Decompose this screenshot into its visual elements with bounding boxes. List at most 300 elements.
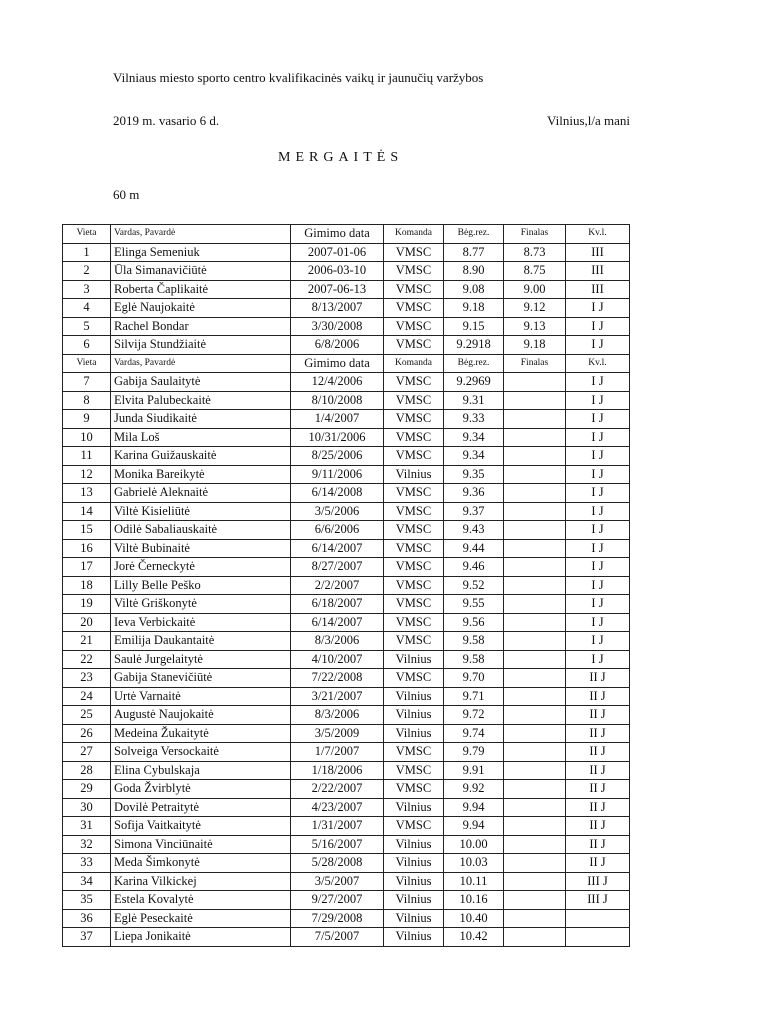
results-table [62,224,630,947]
place-cell: 26 [63,724,111,743]
result-cell: 9.18 [444,299,504,318]
table-row [63,872,630,891]
table-row [63,373,630,392]
result-cell: 9.34 [444,428,504,447]
result-cell: 8.77 [444,243,504,262]
birth-date-cell: 6/18/2007 [291,595,384,614]
final-cell [504,428,566,447]
rank-cell: II J [566,780,630,799]
rank-cell: II J [566,743,630,762]
final-cell [504,373,566,392]
birth-date-cell: 4/23/2007 [291,798,384,817]
birth-date-cell: 2006-03-10 [291,262,384,281]
team-cell: VMSC [384,299,444,318]
place-cell: 11 [63,447,111,466]
table-row [63,669,630,688]
table-row [63,428,630,447]
result-cell: 9.52 [444,576,504,595]
place-cell: 21 [63,632,111,651]
team-cell: VMSC [384,613,444,632]
place-cell: 25 [63,706,111,725]
table-row [63,299,630,318]
name-cell: Elinga Semeniuk [111,243,291,262]
name-cell: Eglė Peseckaitė [111,909,291,928]
table-row [63,835,630,854]
name-cell: Karina Vilkickej [111,872,291,891]
table-row [63,595,630,614]
place-cell: 9 [63,410,111,429]
table-row [63,817,630,836]
result-cell: 9.15 [444,317,504,336]
header-birth-date: Gimimo data [291,225,384,244]
rank-cell: II J [566,669,630,688]
birth-date-cell: 2/2/2007 [291,576,384,595]
rank-cell: III [566,243,630,262]
result-cell: 9.33 [444,410,504,429]
final-cell [504,613,566,632]
name-cell: Mila Loš [111,428,291,447]
place-cell: 13 [63,484,111,503]
team-cell: VMSC [384,632,444,651]
birth-date-cell: 8/3/2006 [291,706,384,725]
birth-date-cell: 1/31/2007 [291,817,384,836]
name-cell: Urtė Varnaitė [111,687,291,706]
place-cell: 28 [63,761,111,780]
final-cell [504,595,566,614]
table-row [63,576,630,595]
place-cell: 27 [63,743,111,762]
section-heading: MERGAITĖS [278,150,404,165]
rank-cell: III [566,262,630,281]
result-cell: 9.56 [444,613,504,632]
team-cell: VMSC [384,373,444,392]
name-cell: Roberta Čaplikaitė [111,280,291,299]
final-cell [504,817,566,836]
final-cell [504,669,566,688]
name-cell: Meda Šimkonytė [111,854,291,873]
place-cell: 19 [63,595,111,614]
table-row [63,928,630,947]
final-cell [504,576,566,595]
name-cell: Ūla Simanavičiūtė [111,262,291,281]
header-final: Finalas [504,225,566,244]
final-cell [504,558,566,577]
table-row [63,909,630,928]
final-cell: 8.75 [504,262,566,281]
result-cell: 8.90 [444,262,504,281]
place-cell: 30 [63,798,111,817]
rank-cell: II J [566,724,630,743]
team-cell: VMSC [384,484,444,503]
team-cell: VMSC [384,428,444,447]
birth-date-cell: 4/10/2007 [291,650,384,669]
birth-date-cell: 10/31/2006 [291,428,384,447]
rank-cell: I J [566,336,630,355]
final-cell [504,780,566,799]
birth-date-cell: 8/3/2006 [291,632,384,651]
place-cell: 29 [63,780,111,799]
place-cell: 22 [63,650,111,669]
final-cell [504,891,566,910]
table-row [63,761,630,780]
final-cell [504,391,566,410]
place-cell: 31 [63,817,111,836]
place-cell: 37 [63,928,111,947]
team-cell: VMSC [384,558,444,577]
name-cell: Viltė Griškonytė [111,595,291,614]
birth-date-cell: 6/6/2006 [291,521,384,540]
team-cell: VMSC [384,317,444,336]
rank-cell: I J [566,576,630,595]
birth-date-cell: 3/21/2007 [291,687,384,706]
place-cell: 4 [63,299,111,318]
result-cell: 9.91 [444,761,504,780]
birth-date-cell: 2007-06-13 [291,280,384,299]
table-row [63,558,630,577]
name-cell: Jorė Černeckytė [111,558,291,577]
result-cell: 9.94 [444,817,504,836]
result-cell: 9.44 [444,539,504,558]
team-cell: Vilnius [384,465,444,484]
name-cell: Lilly Belle Peško [111,576,291,595]
team-cell: VMSC [384,336,444,355]
rank-cell: II J [566,706,630,725]
rank-cell: I J [566,521,630,540]
rank-cell: I J [566,373,630,392]
rank-cell: I J [566,299,630,318]
rank-cell: II J [566,817,630,836]
name-cell: Silvija Stundžiaitė [111,336,291,355]
team-cell: VMSC [384,521,444,540]
final-cell [504,706,566,725]
birth-date-cell: 6/14/2007 [291,613,384,632]
final-cell [504,447,566,466]
place-cell: 36 [63,909,111,928]
final-cell [504,650,566,669]
table-row [63,780,630,799]
birth-date-cell: 12/4/2006 [291,373,384,392]
birth-date-cell: 9/11/2006 [291,465,384,484]
result-cell: 10.03 [444,854,504,873]
final-cell [504,484,566,503]
header-birth-date: Gimimo data [291,354,384,373]
birth-date-cell: 1/18/2006 [291,761,384,780]
header-team: Komanda [384,354,444,373]
team-cell: VMSC [384,595,444,614]
place-cell: 6 [63,336,111,355]
name-cell: Viltė Bubinaitė [111,539,291,558]
birth-date-cell: 7/22/2008 [291,669,384,688]
result-cell: 9.37 [444,502,504,521]
table-row [63,447,630,466]
birth-date-cell: 7/29/2008 [291,909,384,928]
final-cell [504,909,566,928]
team-cell: Vilnius [384,909,444,928]
rank-cell: I J [566,502,630,521]
team-cell: Vilnius [384,891,444,910]
team-cell: Vilnius [384,835,444,854]
team-cell: VMSC [384,410,444,429]
name-cell: Dovilė Petraitytė [111,798,291,817]
team-cell: VMSC [384,280,444,299]
header-result: Bėg.rez. [444,354,504,373]
rank-cell [566,928,630,947]
header-name: Vardas, Pavardė [111,225,291,244]
rank-cell: II J [566,835,630,854]
rank-cell: I J [566,428,630,447]
rank-cell [566,909,630,928]
rank-cell: III J [566,891,630,910]
name-cell: Solveiga Versockaitė [111,743,291,762]
place-cell: 7 [63,373,111,392]
result-cell: 10.16 [444,891,504,910]
table-row [63,539,630,558]
birth-date-cell: 8/27/2007 [291,558,384,577]
team-cell: VMSC [384,669,444,688]
team-cell: Vilnius [384,687,444,706]
name-cell: Odilė Sabaliauskaitė [111,521,291,540]
result-cell: 9.08 [444,280,504,299]
place-cell: 3 [63,280,111,299]
name-cell: Sofija Vaitkaitytė [111,817,291,836]
name-cell: Estela Kovalytė [111,891,291,910]
place-cell: 35 [63,891,111,910]
header-place: Vieta [63,354,111,373]
table-row [63,687,630,706]
table-row [63,521,630,540]
name-cell: Rachel Bondar [111,317,291,336]
result-cell: 10.00 [444,835,504,854]
result-cell: 9.2918 [444,336,504,355]
place-cell: 15 [63,521,111,540]
name-cell: Emilija Daukantaitė [111,632,291,651]
team-cell: VMSC [384,743,444,762]
name-cell: Gabija Stanevičiūtė [111,669,291,688]
table-row [63,891,630,910]
result-cell: 9.58 [444,632,504,651]
header-final: Finalas [504,354,566,373]
team-cell: Vilnius [384,872,444,891]
rank-cell: I J [566,650,630,669]
final-cell [504,502,566,521]
final-cell [504,835,566,854]
result-cell: 10.40 [444,909,504,928]
birth-date-cell: 2007-01-06 [291,243,384,262]
table-row [63,706,630,725]
place-cell: 17 [63,558,111,577]
name-cell: Ieva Verbickaitė [111,613,291,632]
rank-cell: III [566,280,630,299]
place-cell: 1 [63,243,111,262]
birth-date-cell: 7/5/2007 [291,928,384,947]
rank-cell: I J [566,391,630,410]
result-cell: 9.71 [444,687,504,706]
header-team: Komanda [384,225,444,244]
name-cell: Eglė Naujokaitė [111,299,291,318]
place-cell: 23 [63,669,111,688]
team-cell: VMSC [384,391,444,410]
rank-cell: II J [566,687,630,706]
final-cell: 9.12 [504,299,566,318]
final-cell [504,928,566,947]
rank-cell: I J [566,465,630,484]
place-cell: 34 [63,872,111,891]
name-cell: Goda Žvirblytė [111,780,291,799]
team-cell: VMSC [384,817,444,836]
rank-cell: I J [566,558,630,577]
rank-cell: I J [566,410,630,429]
result-cell: 9.2969 [444,373,504,392]
result-cell: 9.94 [444,798,504,817]
name-cell: Gabrielė Aleknaitė [111,484,291,503]
table-row [63,465,630,484]
rank-cell: I J [566,595,630,614]
team-cell: Vilnius [384,798,444,817]
place-cell: 8 [63,391,111,410]
final-cell [504,410,566,429]
table-row [63,262,630,281]
place-cell: 2 [63,262,111,281]
name-cell: Junda Siudikaitė [111,410,291,429]
team-cell: VMSC [384,576,444,595]
rank-cell: I J [566,632,630,651]
name-cell: Monika Bareikytė [111,465,291,484]
team-cell: Vilnius [384,706,444,725]
team-cell: VMSC [384,447,444,466]
team-cell: VMSC [384,243,444,262]
result-cell: 9.31 [444,391,504,410]
table-row [63,317,630,336]
final-cell: 9.13 [504,317,566,336]
name-cell: Liepa Jonikaitė [111,928,291,947]
final-cell [504,465,566,484]
birth-date-cell: 5/16/2007 [291,835,384,854]
name-cell: Viltė Kisieliūtė [111,502,291,521]
event-name: 60 m [113,187,140,202]
team-cell: VMSC [384,502,444,521]
final-cell [504,761,566,780]
final-cell [504,521,566,540]
header-result: Bėg.rez. [444,225,504,244]
result-cell: 9.43 [444,521,504,540]
place-cell: 24 [63,687,111,706]
document-title: Vilniaus miesto sporto centro kvalifikacinės vaikų ir jaunučių varžybos [113,70,484,85]
final-cell [504,872,566,891]
team-cell: VMSC [384,262,444,281]
birth-date-cell: 6/14/2008 [291,484,384,503]
table-header-row [63,225,630,244]
name-cell: Karina Guižauskaitė [111,447,291,466]
final-cell [504,687,566,706]
place-cell: 16 [63,539,111,558]
birth-date-cell: 9/27/2007 [291,891,384,910]
final-cell [504,798,566,817]
final-cell [504,724,566,743]
result-cell: 9.35 [444,465,504,484]
birth-date-cell: 2/22/2007 [291,780,384,799]
place-cell: 33 [63,854,111,873]
team-cell: Vilnius [384,650,444,669]
rank-cell: I J [566,484,630,503]
birth-date-cell: 1/7/2007 [291,743,384,762]
team-cell: Vilnius [384,724,444,743]
birth-date-cell: 8/13/2007 [291,299,384,318]
result-cell: 9.34 [444,447,504,466]
place-cell: 32 [63,835,111,854]
name-cell: Gabija Saulaitytė [111,373,291,392]
team-cell: VMSC [384,539,444,558]
name-cell: Saulė Jurgelaitytė [111,650,291,669]
result-cell: 10.11 [444,872,504,891]
header-name: Vardas, Pavardė [111,354,291,373]
birth-date-cell: 3/5/2007 [291,872,384,891]
team-cell: Vilnius [384,854,444,873]
team-cell: VMSC [384,761,444,780]
team-cell: VMSC [384,780,444,799]
rank-cell: II J [566,761,630,780]
rank-cell: II J [566,854,630,873]
birth-date-cell: 3/5/2006 [291,502,384,521]
team-cell: Vilnius [384,928,444,947]
rank-cell: III J [566,872,630,891]
birth-date-cell: 5/28/2008 [291,854,384,873]
table-row [63,724,630,743]
rank-cell: I J [566,447,630,466]
place-cell: 5 [63,317,111,336]
birth-date-cell: 6/14/2007 [291,539,384,558]
birth-date-cell: 8/25/2006 [291,447,384,466]
place-cell: 20 [63,613,111,632]
result-cell: 9.74 [444,724,504,743]
table-row [63,336,630,355]
final-cell [504,743,566,762]
final-cell: 9.18 [504,336,566,355]
result-cell: 9.70 [444,669,504,688]
result-cell: 9.36 [444,484,504,503]
birth-date-cell: 3/30/2008 [291,317,384,336]
competition-date: 2019 m. vasario 6 d. [113,113,220,128]
final-cell [504,539,566,558]
table-row [63,410,630,429]
header-place: Vieta [63,225,111,244]
name-cell: Elvita Palubeckaitė [111,391,291,410]
table-row [63,613,630,632]
table-row [63,650,630,669]
rank-cell: I J [566,539,630,558]
name-cell: Medeina Žukaitytė [111,724,291,743]
competition-place: Vilnius,l/a mani [547,113,630,128]
birth-date-cell: 3/5/2009 [291,724,384,743]
table-row [63,391,630,410]
rank-cell: I J [566,317,630,336]
result-cell: 9.92 [444,780,504,799]
final-cell: 9.00 [504,280,566,299]
table-row [63,280,630,299]
place-cell: 14 [63,502,111,521]
name-cell: Elina Cybulskaja [111,761,291,780]
result-cell: 10.42 [444,928,504,947]
final-cell: 8.73 [504,243,566,262]
result-cell: 9.79 [444,743,504,762]
birth-date-cell: 8/10/2008 [291,391,384,410]
table-row [63,632,630,651]
result-cell: 9.72 [444,706,504,725]
table-row [63,484,630,503]
rank-cell: I J [566,613,630,632]
final-cell [504,632,566,651]
place-cell: 12 [63,465,111,484]
header-rank: Kv.l. [566,225,630,244]
